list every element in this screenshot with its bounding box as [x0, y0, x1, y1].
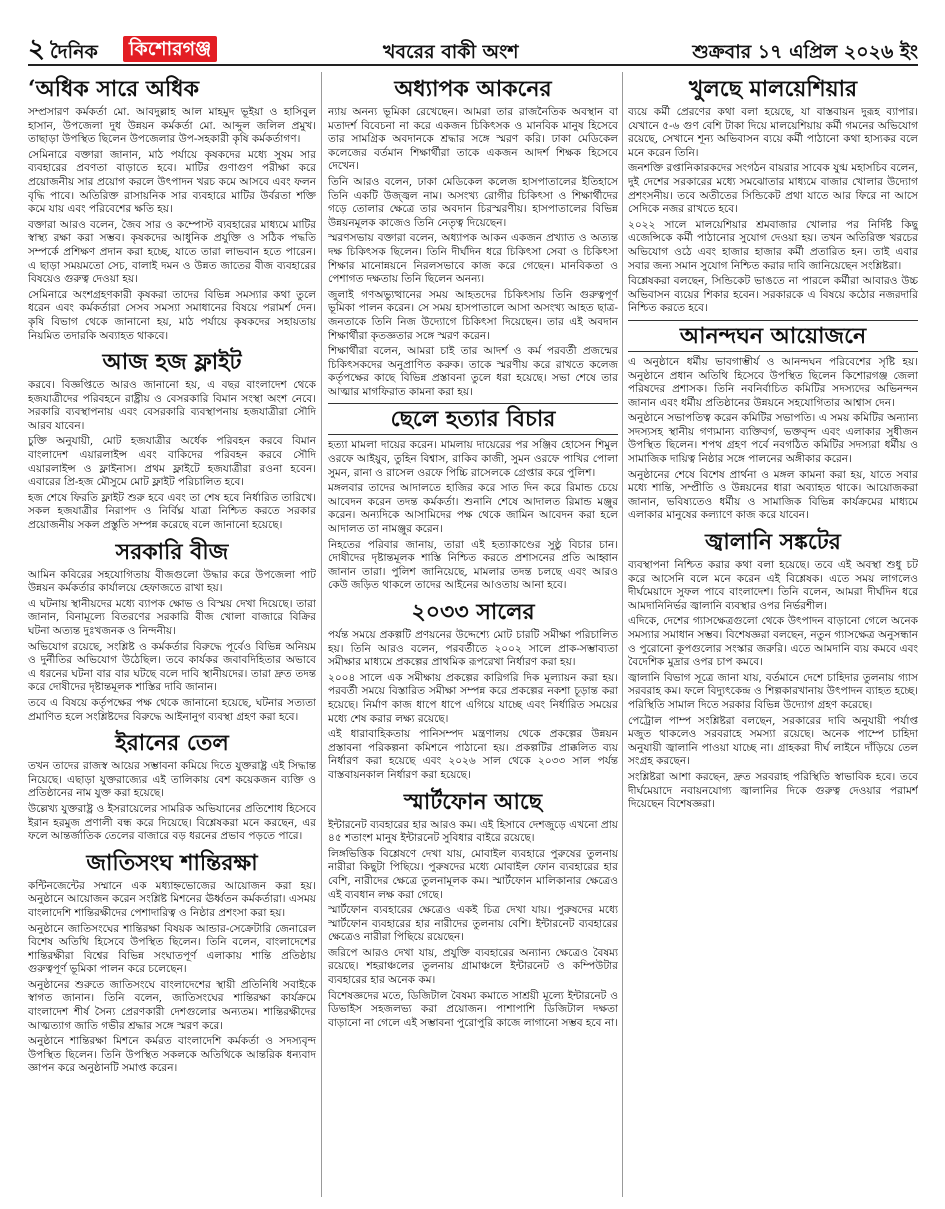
article-paragraph: সংশ্লিষ্টরা আশা করছেন, দ্রুত সরবরাহ পরিস্থিতি স্বাভাবিক হবে। তবে দীর্ঘমেয়াদে নবায়নযোগ্য জ্বালানির দিকে গুরুত্ব দেওয়ার পরামর্শ দিয়েছেন বিশেষজ্ঞরা।	[628, 770, 918, 811]
column-2	[328, 70, 618, 1200]
article	[28, 539, 316, 725]
article-paragraph: লিঙ্গভিত্তিক বিশ্লেষণে দেখা যায়, মোবাইল ব্যবহারে পুরুষের তুলনায় নারীরা কিছুটা পিছিয়ে। পুরুষদের মধ্যে মোবাইল ফোন ব্যবহারের হার বেশি, নারীদের ক্ষেত্রে তুলনামূলক কম। স্মার্টফোন মালিকানার ক্ষেত্রেও এই ব্যবধান লক্ষ করা গেছে।	[328, 847, 618, 901]
article	[328, 599, 618, 783]
article-paragraph: সম্প্রসারণ কর্মকর্তা মো. আবদুল্লাহ আল মাহমুদ ভূইয়া ও হাসিবুল হাসান, উপজেলা দুধ উন্নয়ন কর্মকর্তা মো. আব্দুল জলিল প্রমুখ। তাছাড়া উপস্থিত ছিলেন উপজেলার উপ-সহকারী কৃষি কর্মকর্তাগণ।	[28, 106, 316, 146]
masthead-logo: কিশোরগঞ্জ	[123, 36, 217, 62]
article-paragraph: এ অনুষ্ঠানে ধর্মীয় ভাবগাম্ভীর্য ও আনন্দঘন পরিবেশের সৃষ্টি হয়। অনুষ্ঠানে প্রধান অতিথি হিসেবে উপস্থিত ছিলেন কিশোরগঞ্জ জেলা পরিষদের প্রশাসক। তিনি নবনির্বাচিত কমিটির সদস্যদের অভিনন্দন জানান এবং ধর্মীয় প্রতিষ্ঠানের উন্নয়নে সহযোগিতার আশ্বাস দেন।	[628, 355, 918, 409]
column-3	[628, 70, 918, 1200]
article	[328, 789, 618, 1031]
article-paragraph: আমিন কবিরের সহযোগিতায় বীজগুলো উদ্ধার করে উপজেলা পাট উন্নয়ন কর্মকর্তার কার্যালয়ে হেফাজতে রাখা হয়।	[28, 568, 316, 595]
article-paragraph: উল্লেখ্য যুক্তরাষ্ট্র ও ইসরায়েলের সামরিক অভিযানের প্রতিশোধ হিসেবে ইরান হরমুজ প্রণালী বন্ধ করে দিয়েছে। বিশ্লেষকরা মনে করছেন, এর ফলে আন্তর্জাতিক তেলের বাজারে বড় ধরনের প্রভাব পড়তে পারে।	[28, 802, 316, 843]
article-paragraph: এ ঘটনায় স্থানীয়দের মধ্যে ব্যাপক ক্ষোভ ও বিস্ময় দেখা দিয়েছে। তারা জানান, বিনামূল্যে বিতরণের সরকারি বীজ খোলা বাজারে বিক্রির ঘটনা অত্যন্ত দুঃখজনক ও নিন্দনীয়।	[28, 597, 316, 637]
article-paragraph: অনুষ্ঠানের শেষে বিশেষ প্রার্থনা ও মঙ্গল কামনা করা হয়, যাতে সবার মধ্যে শান্তি, সম্প্রীতি ও উন্নয়নের ধারা অব্যাহত থাকে। আয়োজকরা জানান, ভবিষ্যতেও ধর্মীয় ও সামাজিক বিভিন্ন কার্যক্রমের মাধ্যমে এলাকার মানুষের কল্যাণে কাজ করে যাবেন।	[628, 468, 918, 522]
article-title: ২০৩৩ সালের	[411, 599, 535, 625]
article-paragraph: চুক্তি অনুযায়ী, মোট হজযাত্রীর অর্ধেক পরিবহন করবে বিমান বাংলাদেশ এয়ারলাইন্স এবং বাকিদের পরিবহন করবে সৌদি এয়ারলাইন্স ও ফ্লাইনাস। প্রথম ফ্লাইটে হজযাত্রীরা রওনা হবেন। এবারের প্রি-হজ মৌসুমে মোট ফ্লাইট পরিচালিত হবে।	[28, 435, 316, 489]
article-paragraph: ন্যায় অনন্য ভূমিকা রেখেছেন। আমরা তার রাজনৈতিক অবস্থান বা মতাদর্শ বিবেচনা না করে একজন চিকিৎসক ও মানবিক মানুষ হিসেবে তার সামগ্রিক অবদানকে শ্রদ্ধার সঙ্গে স্মরণ করি। ঢাকা মেডিকেল কলেজের বর্তমান শিক্ষার্থীরা তাকে একজন আদর্শ শিক্ষক হিসেবে দেখেন।	[328, 106, 618, 173]
article-paragraph: করবে। বিজ্ঞপ্তিতে আরও জানানো হয়, এ বছর বাংলাদেশ থেকে হজযাত্রীদের পরিবহনে রাষ্ট্রীয় ও বেসরকারি বিমান সংস্থা অংশ নেবে। সরকারি ব্যবস্থাপনায় এবং বেসরকারি ব্যবস্থাপনায় হজযাত্রীরা সৌদি আরব যাবেন।	[28, 379, 316, 432]
article-paragraph: বিশেষজ্ঞদের মতে, ডিজিটাল বৈষম্য কমাতে সাশ্রয়ী মূল্যে ইন্টারনেট ও ডিভাইস সহজলভ্য করা প্রয়োজন। পাশাপাশি ডিজিটাল দক্ষতা বাড়ানো না গেলে এই সম্ভাবনা পুরোপুরি কাজে লাগানো সম্ভব হবে না।	[328, 989, 618, 1029]
article-paragraph: বিশ্লেষকরা বলছেন, সিন্ডিকেট ভাঙতে না পারলে কর্মীরা আবারও উচ্চ অভিবাসন ব্যয়ের শিকার হবেন। সরকারকে এ বিষয়ে কঠোর নজরদারি নিশ্চিত করতে হবে।	[628, 275, 918, 315]
page-number: ২	[28, 34, 45, 64]
article-paragraph: জরিপে আরও দেখা যায়, প্রযুক্তি ব্যবহারের অন্যান্য ক্ষেত্রেও বৈষম্য রয়েছে। শহরাঞ্চলের তুলনায় গ্রামাঞ্চলে ইন্টারনেট ও কম্পিউটার ব্যবহারের হার অনেক কম।	[328, 946, 618, 987]
article	[628, 529, 918, 812]
article-paragraph: শিক্ষার্থীরা বলেন, আমরা চাই তার আদর্শ ও কর্ম পরবর্তী প্রজন্মের চিকিৎসকদের অনুপ্রাণিত করুক। তাকে স্মরণীয় করে রাখতে কলেজ কর্তৃপক্ষের কাছে বিভিন্ন প্রস্তাবনা তুলে ধরা হয়েছে। সভা শেষে তার আত্মার মাগফিরাত কামনা করা হয়।	[328, 345, 618, 398]
article	[28, 730, 316, 844]
masthead-prefix: দৈনিক	[50, 41, 98, 63]
article-title: সরকারি বীজ	[115, 538, 229, 565]
article-title: জাতিসংঘ শান্তিরক্ষা	[86, 849, 258, 876]
article-paragraph: এদিকে, দেশের গ্যাসক্ষেত্রগুলো থেকে উৎপাদন বাড়ানো গেলে অনেক সমস্যার সমাধান সম্ভব। বিশেষজ্ঞরা বলছেন, নতুন গ্যাসক্ষেত্র অনুসন্ধান ও পুরোনো কূপগুলোর সংস্কার জরুরি। এতে আমদানি ব্যয় কমবে এবং বৈদেশিক মুদ্রার ওপর চাপ কমবে।	[628, 615, 918, 669]
article-paragraph: সেমিনারে অংশগ্রহণকারী কৃষকরা তাদের বিভিন্ন সমস্যার কথা তুলে ধরেন এবং কর্মকর্তারা সেসব সমস্যা সমাধানের বিষয়ে পরামর্শ দেন। কৃষি বিভাগ থেকে জানানো হয়, মাঠ পর্যায়ে কৃষকদের সহায়তায় নিয়মিত তদারকি অব্যাহত থাকবে।	[28, 288, 316, 342]
article-paragraph: ব্যবস্থাপনা নিশ্চিত করার কথা বলা হয়েছে। তবে এই অবস্থা শুধু চট করে আসেনি বলে মনে করেন এই বিশ্লেষক। এতে সময় লাগলেও দীর্ঘমেয়াদে সুফল পাবে বাংলাদেশ। তিনি বলেন, আমরা দীর্ঘদিন ধরে আমদানিনির্ভর জ্বালানি ব্যবস্থার ওপর নির্ভরশীল।	[628, 559, 918, 612]
article-paragraph: অনুষ্ঠানে সভাপতিত্ব করেন কমিটির সভাপতি। এ সময় কমিটির অন্যান্য সদস্যসহ স্থানীয় গণ্যমান্য ব্যক্তিবর্গ, ভক্তবৃন্দ এবং এলাকার সুধীজন উপস্থিত ছিলেন। শপথ গ্রহণ পর্বে নবগঠিত কমিটির সদস্যরা ধর্মীয় ও সামাজিক দায়িত্ব নিষ্ঠার সঙ্গে পালনের অঙ্গীকার করেন।	[628, 412, 918, 466]
issue-date: শুক্রবার ১৭ এপ্রিল ২০২৬ ইং	[692, 41, 918, 63]
article-paragraph: এই ধারাবাহিকতায় পানিসম্পদ মন্ত্রণালয় থেকে প্রকল্পের উন্নয়ন প্রস্তাবনা পরিকল্পনা কমিশনে পাঠানো হয়। প্রকল্পটির প্রাক্কলিত ব্যয় নির্ধারণ করা হয়েছে এবং ২০২৬ সাল থেকে ২০৩৩ সাল পর্যন্ত বাস্তবায়নকাল নির্ধারণ করা হয়েছে।	[328, 728, 618, 781]
article-paragraph: তখন তাদের রাজস্ব আয়ের সম্ভাবনা কমিয়ে দিতে যুক্তরাষ্ট্র এই সিদ্ধান্ত নিয়েছে। এছাড়া যুক্তরাজ্যের এই তালিকায় বেশ কয়েকজন ব্যক্তি ও প্রতিষ্ঠানের নাম যুক্ত করা হয়েছে।	[28, 760, 316, 800]
article-paragraph: বক্তারা আরও বলেন, জৈব সার ও কম্পোস্ট ব্যবহারের মাধ্যমে মাটির স্বাস্থ্য রক্ষা করা সম্ভব। কৃষকদের আধুনিক প্রযুক্তি ও সঠিক পদ্ধতি সম্পর্কে প্রশিক্ষণ প্রদান করা হচ্ছে, যাতে তারা লাভবান হতে পারেন। এ ছাড়া সময়মতো সেচ, বালাই দমন ও উন্নত জাতের বীজ ব্যবহারের বিষয়েও গুরুত্ব দেওয়া হয়।	[28, 218, 316, 286]
article-paragraph: অনুষ্ঠানে শান্তিরক্ষা মিশনে কর্মরত বাংলাদেশি কর্মকর্তা ও সদস্যবৃন্দ উপস্থিত ছিলেন। তিনি উপস্থিত সকলকে অতিথিকে আন্তরিক ধন্যবাদ জ্ঞাপন করে অনুষ্ঠানটি সমাপ্ত করেন।	[28, 1035, 316, 1075]
article	[628, 76, 918, 316]
section-title: খবরের বাকী অংশ	[383, 41, 519, 63]
article-title: খুলছে মালয়েশিয়ার	[688, 76, 858, 102]
article-paragraph: স্মরণসভায় বক্তারা বলেন, অধ্যাপক আকন একজন প্রখ্যাত ও অত্যন্ত দক্ষ চিকিৎসক ছিলেন। তিনি দীর্ঘদিন ধরে চিকিৎসা সেবা ও চিকিৎসা শিক্ষার মানোন্নয়নে নিরলসভাবে কাজ করে গেছেন। মানবিকতা ও পেশাগত দক্ষতায় তিনি ছিলেন অনন্য।	[328, 232, 618, 286]
article-paragraph: অনুষ্ঠানের শুরুতে জাতিসংঘে বাংলাদেশের স্থায়ী প্রতিনিধি সবাইকে স্বাগত জানান। তিনি বলেন, জাতিসংঘের শান্তিরক্ষা কার্যক্রমে বাংলাদেশ শীর্ষ সৈন্য প্রেরণকারী দেশগুলোর অন্যতম। শান্তিরক্ষীদের আত্মত্যাগ জাতি গভীর শ্রদ্ধার সঙ্গে স্মরণ করে।	[28, 978, 316, 1032]
article-paragraph: তিনি আরও বলেন, ঢাকা মেডিকেল কলেজ হাসপাতালের ইতিহাসে তিনি একটি উজ্জ্বল নাম। অসংখ্য রোগীর চিকিৎসা ও শিক্ষার্থীদের গড়ে তোলার ক্ষেত্রে তার অবদান চিরস্মরণীয়। হাসপাতালের বিভিন্ন উন্নয়নমূলক কাজেও তিনি নেতৃত্ব দিয়েছেন।	[328, 175, 618, 229]
article-title: ছেলে হত্যার বিচার	[328, 403, 618, 435]
article-paragraph: জনশক্তি রপ্তানিকারকদের সংগঠন বায়রার সাবেক যুগ্ম মহাসচিব বলেন, দুই দেশের সরকারের মধ্যে সমঝোতার মাধ্যমে বাজার খোলার উদ্যোগ প্রশংসনীয়। তবে অতীতের সিন্ডিকেট প্রথা যাতে আর ফিরে না আসে সেদিকে নজর রাখতে হবে।	[628, 162, 918, 216]
article-title: ‘অধিক সারে অধিক	[28, 76, 199, 102]
article-paragraph: স্মার্টফোন ব্যবহারের ক্ষেত্রেও একই চিত্র দেখা যায়। পুরুষদের মধ্যে স্মার্টফোন ব্যবহারের হার নারীদের তুলনায় বেশি। ইন্টারনেট ব্যবহারের ক্ষেত্রেও নারীরা পিছিয়ে রয়েছেন।	[328, 904, 618, 944]
article-paragraph: মঙ্গলবার তাদের আদালতে হাজির করে সাত দিন করে রিমান্ড চেয়ে আবেদন করেন তদন্ত কর্মকর্তা। শুনানি শেষে আদালত রিমান্ড মঞ্জুর করেন। অন্যদিকে আসামিদের পক্ষ থেকে জামিন আবেদন করা হলে আদালত তা নামঞ্জুর করেন।	[328, 482, 618, 536]
article-title: অধ্যাপক আকনের	[394, 76, 552, 102]
article-paragraph: নিহতের পরিবার জানায়, তারা এই হত্যাকাণ্ডের সুষ্ঠু বিচার চান। দোষীদের দৃষ্টান্তমূলক শাস্তি নিশ্চিত করতে প্রশাসনের প্রতি আহ্বান জানান তারা। পুলিশ জানিয়েছে, মামলার তদন্ত চলছে এবং আরও কেউ জড়িত থাকলে তাদের আইনের আওতায় আনা হবে।	[328, 538, 618, 592]
article	[28, 76, 316, 343]
article-title: ইরানের তেল	[115, 730, 229, 757]
article	[328, 403, 618, 593]
article-paragraph: পর্যন্ত সময়ে প্রকল্পটি প্রণয়নের উদ্দেশ্যে মোট চারটি সমীক্ষা পরিচালিত হয়। তিনি আরও বলেন, পরবর্তীতে ২০০২ সালে প্রাক-সম্ভাব্যতা সমীক্ষার মাধ্যমে প্রকল্পের প্রাথমিক রূপরেখা নির্ধারণ করা হয়।	[328, 629, 618, 669]
article-paragraph: ২০০৪ সালে এক সমীক্ষায় প্রকল্পের কারিগরি দিক মূল্যায়ন করা হয়। পরবর্তী সময়ে বিস্তারিত সমীক্ষা সম্পন্ন করে প্রকল্পের নকশা চূড়ান্ত করা হয়েছে। নির্মাণ কাজ ধাপে ধাপে এগিয়ে যাচ্ছে এবং নির্ধারিত সময়ের মধ্যে শেষ করার লক্ষ্য রয়েছে।	[328, 671, 618, 725]
article-paragraph: কন্টিনজেন্টের সম্মানে এক মধ্যাহ্নভোজের আয়োজন করা হয়। অনুষ্ঠানে আয়োজন করেন সংশ্লিষ্ট মিশনের ঊর্ধ্বতন কর্মকর্তারা। এসময় বাংলাদেশি শান্তিরক্ষীদের পেশাদারিত্ব ও নিষ্ঠার প্রশংসা করা হয়।	[28, 879, 316, 919]
column-1	[28, 70, 316, 1200]
article	[328, 76, 618, 399]
article-paragraph: ব্যয়ে কর্মী প্রেরণের কথা বলা হয়েছে, যা বাস্তবায়ন দুরূহ ব্যাপার। যেখানে ৫-৬ গুণ বেশি টাকা দিয়ে মালয়েশিয়ায় কর্মী গমনের অভিযোগ রয়েছে, সেখানে শূন্য অভিবাসন ব্যয়ে কর্মী পাঠানো কথা হাস্যকর বলে মনে করেন তিনি।	[628, 106, 918, 159]
article-paragraph: ২০২২ সালে মালয়েশিয়ার শ্রমবাজার খোলার পর নির্দিষ্ট কিছু এজেন্সিকে কর্মী পাঠানোর সুযোগ দেওয়া হয়। তখন অতিরিক্ত খরচের অভিযোগ ওঠে এবং হাজার হাজার কর্মী প্রতারিত হন। তাই এবার সবার জন্য সমান সুযোগ নিশ্চিত করার দাবি জানিয়েছেন সংশ্লিষ্টরা।	[628, 218, 918, 272]
article-paragraph: হজ শেষে ফিরতি ফ্লাইট শুরু হবে এবং তা শেষ হবে নির্ধারিত তারিখে। সকল হজযাত্রীর নিরাপদ ও নির্বিঘ্ন যাত্রা নিশ্চিত করতে সরকার প্রয়োজনীয় সকল প্রস্তুতি সম্পন্ন করেছে বলে জানানো হয়েছে।	[28, 491, 316, 532]
article-paragraph: জ্বালানি বিভাগ সূত্রে জানা যায়, বর্তমানে দেশে চাহিদার তুলনায় গ্যাস সরবরাহ কম। ফলে বিদ্যুৎকেন্দ্র ও শিল্পকারখানায় উৎপাদন ব্যাহত হচ্ছে। পরিস্থিতি সামাল দিতে সরকার বিভিন্ন উদ্যোগ গ্রহণ করেছে।	[628, 671, 918, 711]
article-title: আনন্দঘন আয়োজনে	[628, 320, 918, 352]
article-paragraph: জুলাই গণঅভ্যুত্থানের সময় আহতদের চিকিৎসায় তিনি গুরুত্বপূর্ণ ভূমিকা পালন করেন। সে সময় হাসপাতালে আসা অসংখ্য আহত ছাত্র-জনতাকে তিনি নিজ উদ্যোগে চিকিৎসা দিয়েছেন। তার এই অবদান শিক্ষার্থীরা কৃতজ্ঞতার সঙ্গে স্মরণ করেন।	[328, 288, 618, 342]
article-paragraph: ইন্টারনেট ব্যবহারের হার আরও কম। এই হিসাবে দেশজুড়ে এখনো প্রায় ৪৫ শতাংশ মানুষ ইন্টারনেট সুবিধার বাইরে রয়েছে।	[328, 818, 618, 845]
column-divider	[622, 72, 623, 1197]
article-paragraph: অভিযোগ রয়েছে, সংশ্লিষ্ট ও কর্মকর্তার বিরুদ্ধে পূর্বেও বিভিন্ন অনিয়ম ও দুর্নীতির অভিযোগ উঠেছিল। তবে কার্যকর জবাবদিহিতার অভাবে এ ধরনের ঘটনা বার বার ঘটছে বলে দাবি স্থানীয়দের। তারা দ্রুত তদন্ত করে দোষীদের দৃষ্টান্তমূলক শাস্তির দাবি জানান।	[28, 640, 316, 694]
page-header	[28, 34, 918, 66]
article	[28, 850, 316, 1076]
article-paragraph: অনুষ্ঠানে জাতিসংঘের শান্তিরক্ষা বিষয়ক আন্ডার-সেক্রেটারি জেনারেল বিশেষ অতিথি হিসেবে উপস্থিত ছিলেন। তিনি বলেন, বাংলাদেশের শান্তিরক্ষীরা বিশ্বের বিভিন্ন সংঘাতপূর্ণ এলাকায় শান্তি প্রতিষ্ঠায় গুরুত্বপূর্ণ ভূমিকা পালন করে চলেছেন।	[28, 922, 316, 976]
article-title: স্মার্টফোন আছে	[403, 788, 543, 815]
column-divider	[321, 72, 322, 1197]
article-paragraph: সেমিনারে বক্তারা জানান, মাঠ পর্যায়ে কৃষকদের মধ্যে সুষম সার ব্যবহারের প্রবণতা বাড়াতে হবে। মাটির গুণাগুণ পরীক্ষা করে প্রয়োজনীয় সার প্রয়োগ করলে উৎপাদন খরচ কমে আসবে এবং ফলন বৃদ্ধি পাবে। অতিরিক্ত রাসায়নিক সার ব্যবহারে মাটির উর্বরতা শক্তি কমে যায় এবং পরিবেশের ক্ষতি হয়।	[28, 148, 316, 216]
article-paragraph: হত্যা মামলা দায়ের করেন। মামলায় দায়েরের পর সঞ্জিব হোসেন শিমুল ওরফে আইয়ুব, তুহিন বিশ্বাস, রাকিব কাজী, সুমন ওরফে পাখির পোলা সুমন, রানা ও রাসেল ওরফে পিচ্চি রাসেলকে গ্রেপ্তার করে পুলিশ।	[328, 439, 618, 479]
article-paragraph: তবে এ বিষয়ে কর্তৃপক্ষের পক্ষ থেকে জানানো হয়েছে, ঘটনার সত্যতা প্রমাণিত হলে সংশ্লিষ্টদের বিরুদ্ধে আইনানুগ ব্যবস্থা গ্রহণ করা হবে।	[28, 696, 316, 723]
article-title: আজ হজ ফ্লাইট	[102, 349, 242, 376]
article	[28, 349, 316, 533]
article	[628, 320, 918, 523]
article-paragraph: পেট্রোল পাম্প সংশ্লিষ্টরা বলছেন, সরকারের দাবি অনুযায়ী পর্যাপ্ত মজুত থাকলেও সরবরাহে সমস্যা রয়েছে। অনেক পাম্পে চাহিদা অনুযায়ী জ্বালানি পাওয়া যাচ্ছে না। গ্রাহকরা দীর্ঘ লাইনে দাঁড়িয়ে তেল সংগ্রহ করছেন।	[628, 714, 918, 768]
article-title: জ্বালানি সঙ্কটের	[705, 529, 841, 556]
